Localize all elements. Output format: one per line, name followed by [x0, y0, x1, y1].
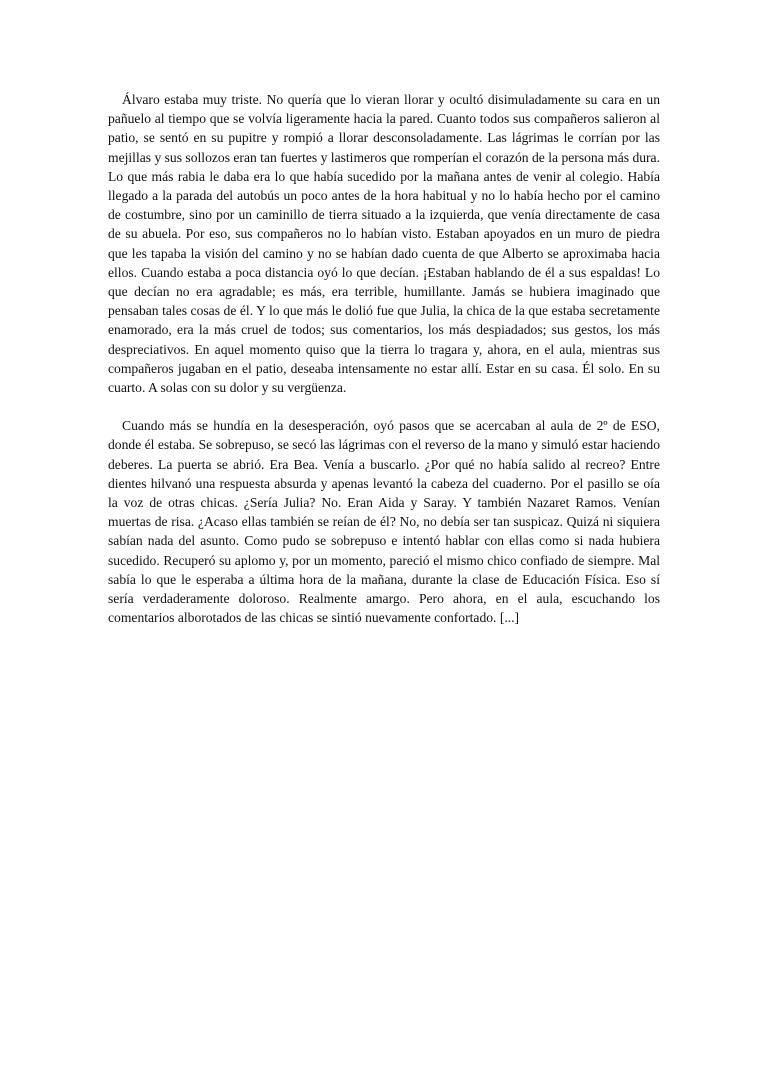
paragraph-2: Cuando más se hundía en la desesperación, oyó pasos que se acercaban al aula de 2º de ESO, donde él estaba. Se sobrepuso, se secó las lágrimas con el reverso de la mano y simuló estar haciendo deberes. La puerta se abrió. Era Bea. Venía a buscarlo. ¿Por qué no había salido al recreo? Entre dientes hilvanó una respuesta absurda y apenas levantó la cabeza del cuaderno. Por el pasillo se oía la voz de otras chicas. ¿Sería Julia? No. Eran Aida y Saray. Y también Nazaret Ramos. Venían muertas de risa. ¿Acaso ellas también se reían de él? No, no debía ser tan suspicaz. Quizá ni siquiera sabían nada del asunto. Como pudo se sobrepuso e intentó hablar con ellas como si nada hubiera sucedido. Recuperó su aplomo y, por un momento, pareció el mismo chico confiado de siempre. Mal sabía lo que le esperaba a última hora de la mañana, durante la clase de Educación Física. Eso sí sería verdaderamente doloroso. Realmente amargo. Pero ahora, en el aula, escuchando los comentarios alborotados de las chicas se sintió nuevamente confortado. [...]	[108, 418, 660, 626]
story-text	[108, 90, 660, 627]
paragraph-1: Álvaro estaba muy triste. No quería que lo vieran llorar y ocultó disimuladamente su cara en un pañuelo al tiempo que se volvía ligeramente hacia la pared. Cuanto todos sus compañeros salieron al patio, se sentó en su pupitre y rompió a llorar desconsoladamente. Las lágrimas le corrían por las mejillas y sus sollozos eran tan fuertes y lastimeros que romperían el corazón de la persona más dura. Lo que más rabia le daba era lo que había sucedido por la mañana antes de venir al colegio. Había llegado a la parada del autobús un poco antes de la hora habitual y no lo había hecho por el camino de costumbre, sino por un caminillo de tierra situado a la izquierda, que venía directamente de casa de su abuela. Por eso, sus compañeros no lo habían visto. Estaban apoyados en un muro de piedra que les tapaba la visión del camino y no se habían dado cuenta de que Alberto se aproximaba hacia ellos. Cuando estaba a poca distancia oyó lo que decían. ¡Estaban hablando de él a sus espaldas! Lo que decían no era agradable; es más, era terrible, humillante. Jamás se hubiera imaginado que pensaban tales cosas de él. Y lo que más le dolió fue que Julia, la chica de la que estaba secretamente enamorado, era la más cruel de todos; sus comentarios, los más despiadados; sus gestos, los más despreciativos. En aquel momento quiso que la tierra lo tragara y, ahora, en el aula, mientras sus compañeros jugaban en el patio, deseaba intensamente no estar allí. Estar en su casa. Él solo. En su cuarto. A solas con su dolor y su vergüenza.	[108, 92, 660, 396]
